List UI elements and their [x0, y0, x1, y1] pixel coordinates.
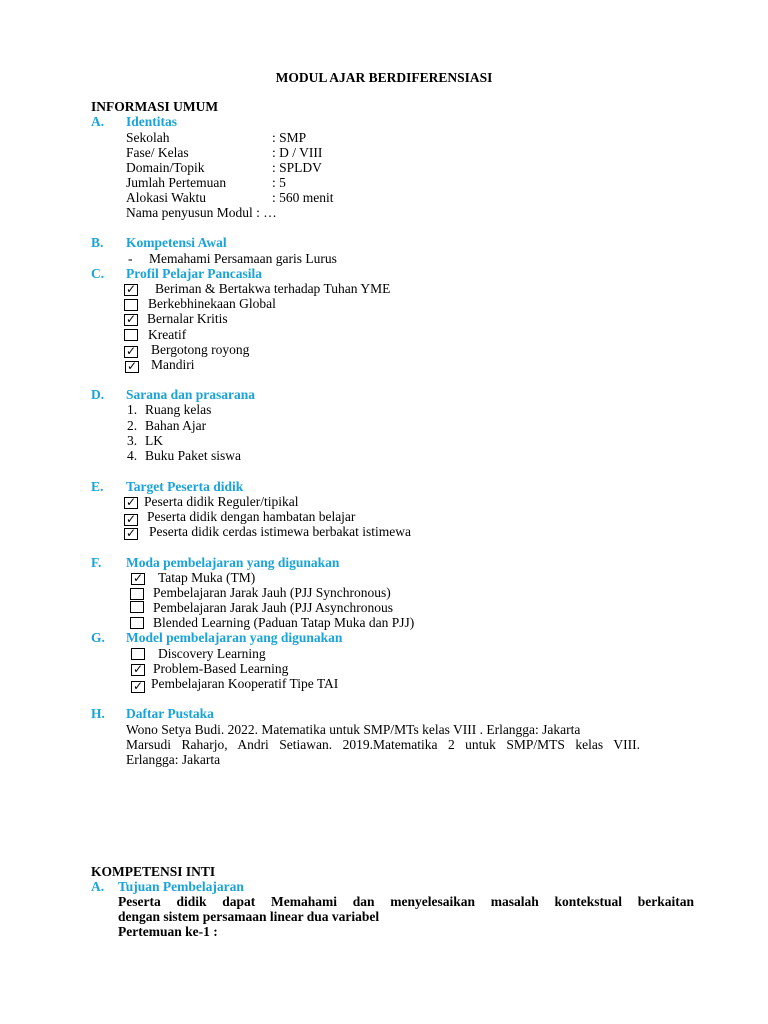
checkbox-label: Pembelajaran Kooperatif Tipe TAI [151, 676, 339, 691]
section-a-letter: A. [91, 114, 105, 129]
check-icon: ✓ [126, 312, 137, 326]
checkbox-label: Berkebhinekaan Global [148, 296, 276, 311]
list-number: 1. [127, 402, 138, 417]
section-b-letter: B. [91, 235, 104, 250]
check-icon: ✓ [126, 512, 137, 526]
checkbox-label: Discovery Learning [158, 646, 266, 661]
check-icon: ✓ [126, 495, 137, 509]
section-g-letter: G. [91, 630, 105, 645]
checkbox-label: Kreatif [148, 327, 187, 342]
checkbox-label: Blended Learning (Paduan Tatap Muka dan PJJ) [153, 615, 415, 630]
identity-label: Alokasi Waktu [126, 190, 207, 205]
list-item: Ruang kelas [145, 402, 212, 417]
meeting-label: Pertemuan ke-1 : [118, 924, 218, 939]
reference-line: Erlangga: Jakarta [126, 752, 221, 767]
identity-label: Nama penyusun Modul : … [126, 205, 277, 220]
identity-value: : D / VIII [272, 145, 323, 160]
checkbox[interactable] [124, 299, 138, 311]
check-icon: ✓ [133, 571, 144, 585]
section-f-letter: F. [91, 555, 102, 570]
list-number: 4. [127, 448, 138, 463]
identity-label: Domain/Topik [126, 160, 205, 175]
checkbox[interactable] [124, 329, 138, 341]
section-h-letter: H. [91, 706, 105, 721]
section-e-letter: E. [91, 479, 104, 494]
check-icon: ✓ [133, 662, 144, 676]
list-number: 2. [127, 418, 138, 433]
checkbox-label: Tatap Muka (TM) [158, 570, 256, 585]
checkbox-label: Mandiri [151, 357, 195, 372]
checkbox-label: Peserta didik Reguler/tipikal [144, 494, 299, 509]
identity-value: : SMP [272, 130, 307, 145]
section-ki-a-letter: A. [91, 879, 105, 894]
bullet-dash: - [128, 251, 133, 266]
section-e-heading: Target Peserta didik [126, 479, 244, 494]
section-f-heading: Moda pembelajaran yang digunakan [126, 555, 340, 570]
checkbox[interactable] [124, 514, 138, 526]
checkbox[interactable] [130, 617, 144, 629]
section-b-heading: Kompetensi Awal [126, 235, 227, 250]
objective-line: dengan sistem persamaan linear dua variabel [118, 909, 380, 924]
checkbox-label: Bergotong royong [151, 342, 250, 357]
objective-line: Peserta didik dapat Memahami dan menyelesaikan masalah kontekstual berkaitan [118, 894, 694, 909]
section-c-letter: C. [91, 266, 105, 281]
reference-line: Marsudi Raharjo, Andri Setiawan. 2019.Matematika 2 untuk SMP/MTS kelas VIII. [126, 737, 640, 752]
list-item: Buku Paket siswa [145, 448, 241, 463]
section-d-heading: Sarana dan prasarana [126, 387, 256, 402]
checkbox[interactable] [130, 588, 144, 600]
checkbox-label: Peserta didik cerdas istimewa berbakat istimewa [149, 524, 412, 539]
checkbox[interactable] [130, 601, 144, 613]
list-item: Memahami Persamaan garis Lurus [149, 251, 337, 266]
checkbox[interactable] [124, 528, 138, 540]
checkbox-label: Peserta didik dengan hambatan belajar [147, 509, 356, 524]
check-icon: ✓ [126, 526, 137, 540]
section-ki-a-heading: Tujuan Pembelajaran [118, 879, 244, 894]
check-icon: ✓ [126, 282, 137, 296]
identity-value: : 5 [272, 175, 286, 190]
section-d-letter: D. [91, 387, 105, 402]
checkbox-label: Beriman & Bertakwa terhadap Tuhan YME [155, 281, 391, 296]
list-item: LK [145, 433, 163, 448]
list-item: Bahan Ajar [145, 418, 207, 433]
section-a-heading: Identitas [126, 114, 178, 129]
identity-label: Jumlah Pertemuan [126, 175, 227, 190]
checkbox[interactable] [131, 573, 145, 585]
section-g-heading: Model pembelajaran yang digunakan [126, 630, 343, 645]
checkbox-label: Pembelajaran Jarak Jauh (PJJ Synchronous) [153, 585, 391, 600]
checkbox[interactable] [131, 648, 145, 660]
identity-label: Sekolah [126, 130, 170, 145]
identity-value: : SPLDV [272, 160, 322, 175]
reference-line: Wono Setya Budi. 2022. Matematika untuk SMP/MTs kelas VIII . Erlangga: Jakarta [126, 722, 581, 737]
section-h-heading: Daftar Pustaka [126, 706, 214, 721]
check-icon: ✓ [127, 359, 138, 373]
checkbox[interactable] [124, 497, 138, 509]
checkbox[interactable] [131, 681, 145, 693]
checkbox-label: Problem-Based Learning [153, 661, 289, 676]
check-icon: ✓ [126, 344, 137, 358]
check-icon: ✓ [133, 679, 144, 693]
section-c-heading: Profil Pelajar Pancasila [126, 266, 262, 281]
checkbox[interactable] [125, 361, 139, 373]
list-number: 3. [127, 433, 138, 448]
checkbox[interactable] [124, 314, 138, 326]
section-kompetensi-inti: KOMPETENSI INTI [91, 864, 216, 879]
identity-label: Fase/ Kelas [126, 145, 189, 160]
checkbox[interactable] [124, 346, 138, 358]
checkbox-label: Pembelajaran Jarak Jauh (PJJ Asynchronous [153, 600, 393, 615]
section-informasi-umum: INFORMASI UMUM [91, 99, 219, 114]
identity-value: : 560 menit [272, 190, 334, 205]
checkbox[interactable] [124, 284, 138, 296]
page-title: MODUL AJAR BERDIFERENSIASI [275, 70, 493, 85]
checkbox[interactable] [131, 664, 145, 676]
checkbox-label: Bernalar Kritis [147, 311, 228, 326]
